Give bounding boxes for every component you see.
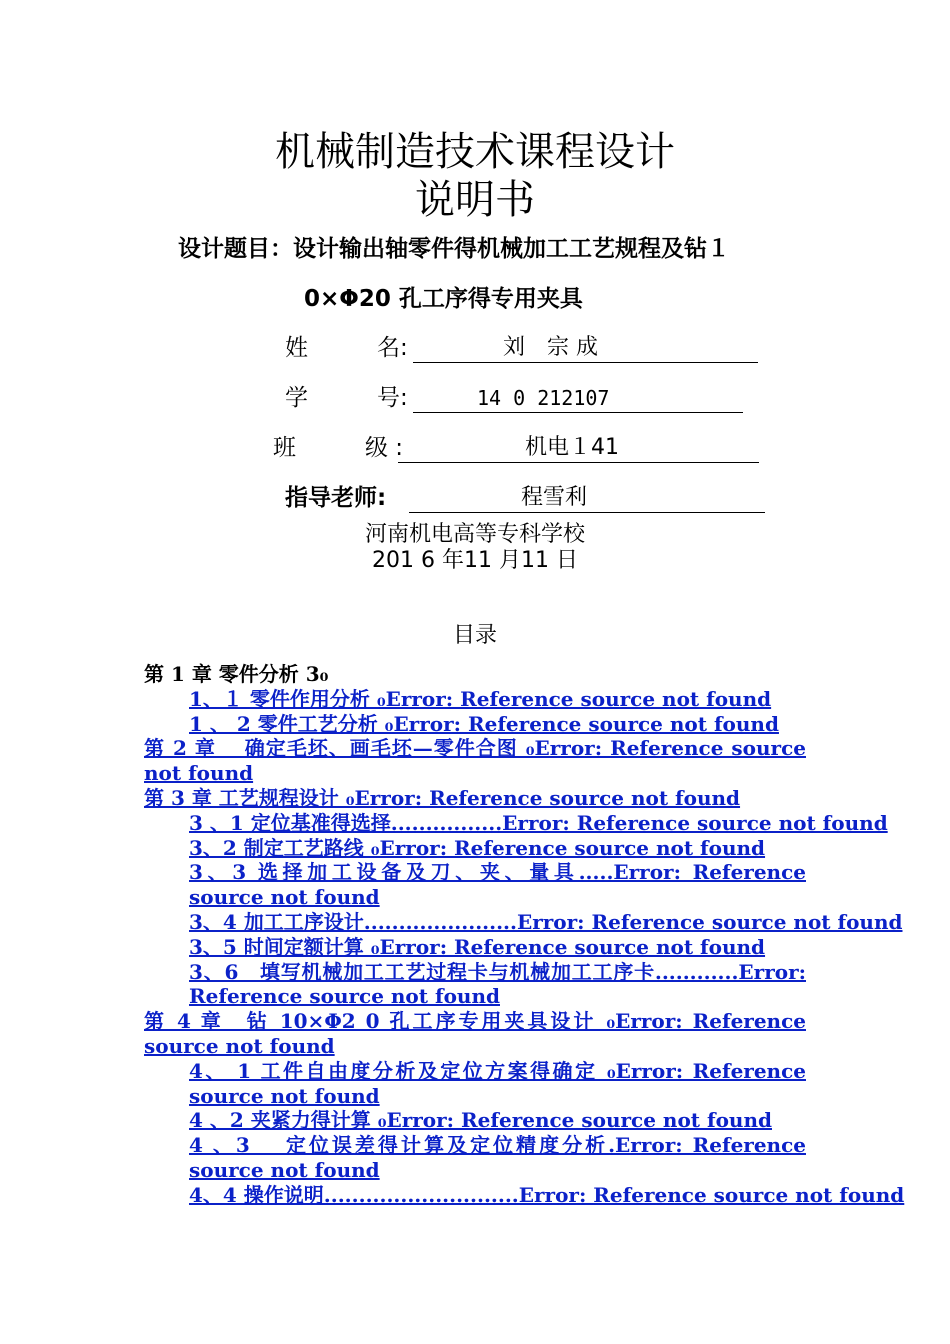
advisor-value-line	[409, 484, 765, 513]
class-value-line	[398, 434, 759, 463]
advisor-value: 程雪利	[521, 485, 588, 510]
toc-title: 目录	[452, 623, 497, 648]
table-of-contents	[144, 662, 905, 1208]
toc-entry-1-2[interactable]: 1 、 2 零件工艺分析 ₀Error: Reference source not found	[189, 711, 779, 736]
toc-entry-chapter-3[interactable]: 第 3 章 工艺规程设计 ₀Error: Reference source not found	[144, 785, 741, 810]
student-id-value: 14 0 212107	[477, 386, 610, 410]
student-id-value-line	[413, 384, 743, 413]
toc-entry-4-4[interactable]: 4、4 操作说明............................Error: Reference source not found	[189, 1182, 905, 1207]
toc-entry-4-3[interactable]: 4 、3 定位误差得计算及定位精度分析.Error: Reference source not found	[189, 1133, 806, 1182]
class-value: 机电１41	[525, 435, 619, 460]
sub-title: 说明书	[415, 177, 535, 223]
toc-entry-chapter-2[interactable]: 第 2 章 确定毛坯、画毛坯—零件合图 ₀Error: Reference source not found	[144, 736, 806, 786]
name-value: 刘 宗 成	[503, 335, 598, 360]
toc-entry-3-3[interactable]: 3、3 选择加工设备及刀、夹、量具.....Error: Reference source not found	[189, 860, 806, 910]
toc-entry-1-1[interactable]: 1、１ 零件作用分析 ₀Error: Reference source not found	[189, 686, 772, 711]
main-title: 机械制造技术课程设计	[275, 129, 675, 175]
design-subject-line1: 设计题目：设计输出轴零件得机械加工工艺规程及钻１	[178, 236, 730, 262]
document-date: 201 6 年11 月11 日	[372, 548, 578, 573]
toc-entry-4-1[interactable]: 4、 1 工件自由度分析及定位方案得确定 ₀Error: Reference source not found	[189, 1058, 806, 1108]
student-id-field	[285, 384, 610, 412]
toc-entry-chapter-1: 第 1 章 零件分析 3₀	[144, 662, 329, 686]
toc-entry-3-2[interactable]: 3、2 制定工艺路线 ₀Error: Reference source not found	[189, 835, 766, 860]
name-value-line	[413, 334, 758, 363]
toc-entry-3-5[interactable]: 3、5 时间定额计算 ₀Error: Reference source not found	[189, 934, 766, 959]
design-subject-line2: 0×Φ20 孔工序得专用夹具	[304, 286, 583, 312]
toc-entry-chapter-4[interactable]: 第 4 章 钻 10×Φ2 0 孔工序专用夹具设计 ₀Error: Reference source not found	[144, 1009, 806, 1058]
toc-entry-4-2[interactable]: 4 、2 夹紧力得计算 ₀Error: Reference source not found	[189, 1108, 772, 1133]
class-field	[273, 434, 619, 462]
advisor-field	[285, 484, 588, 512]
toc-entry-3-1[interactable]: 3 、1 定位基准得选择................Error: Reference source not found	[189, 810, 888, 835]
class-label: 班 级 :	[273, 435, 404, 461]
name-field	[285, 334, 598, 362]
advisor-label: 指导老师:	[285, 485, 387, 511]
toc-entry-3-4[interactable]: 3、4 加工工序设计......................Error: Reference source not found	[189, 909, 903, 934]
name-label: 姓 名:	[285, 335, 408, 361]
student-id-label: 学 号:	[285, 385, 408, 411]
toc-entry-3-6[interactable]: 3、6 填写机械加工工艺过程卡与机械加工工序卡............Error: Reference source not found	[189, 959, 806, 1009]
school-name: 河南机电高等专科学校	[364, 522, 585, 547]
